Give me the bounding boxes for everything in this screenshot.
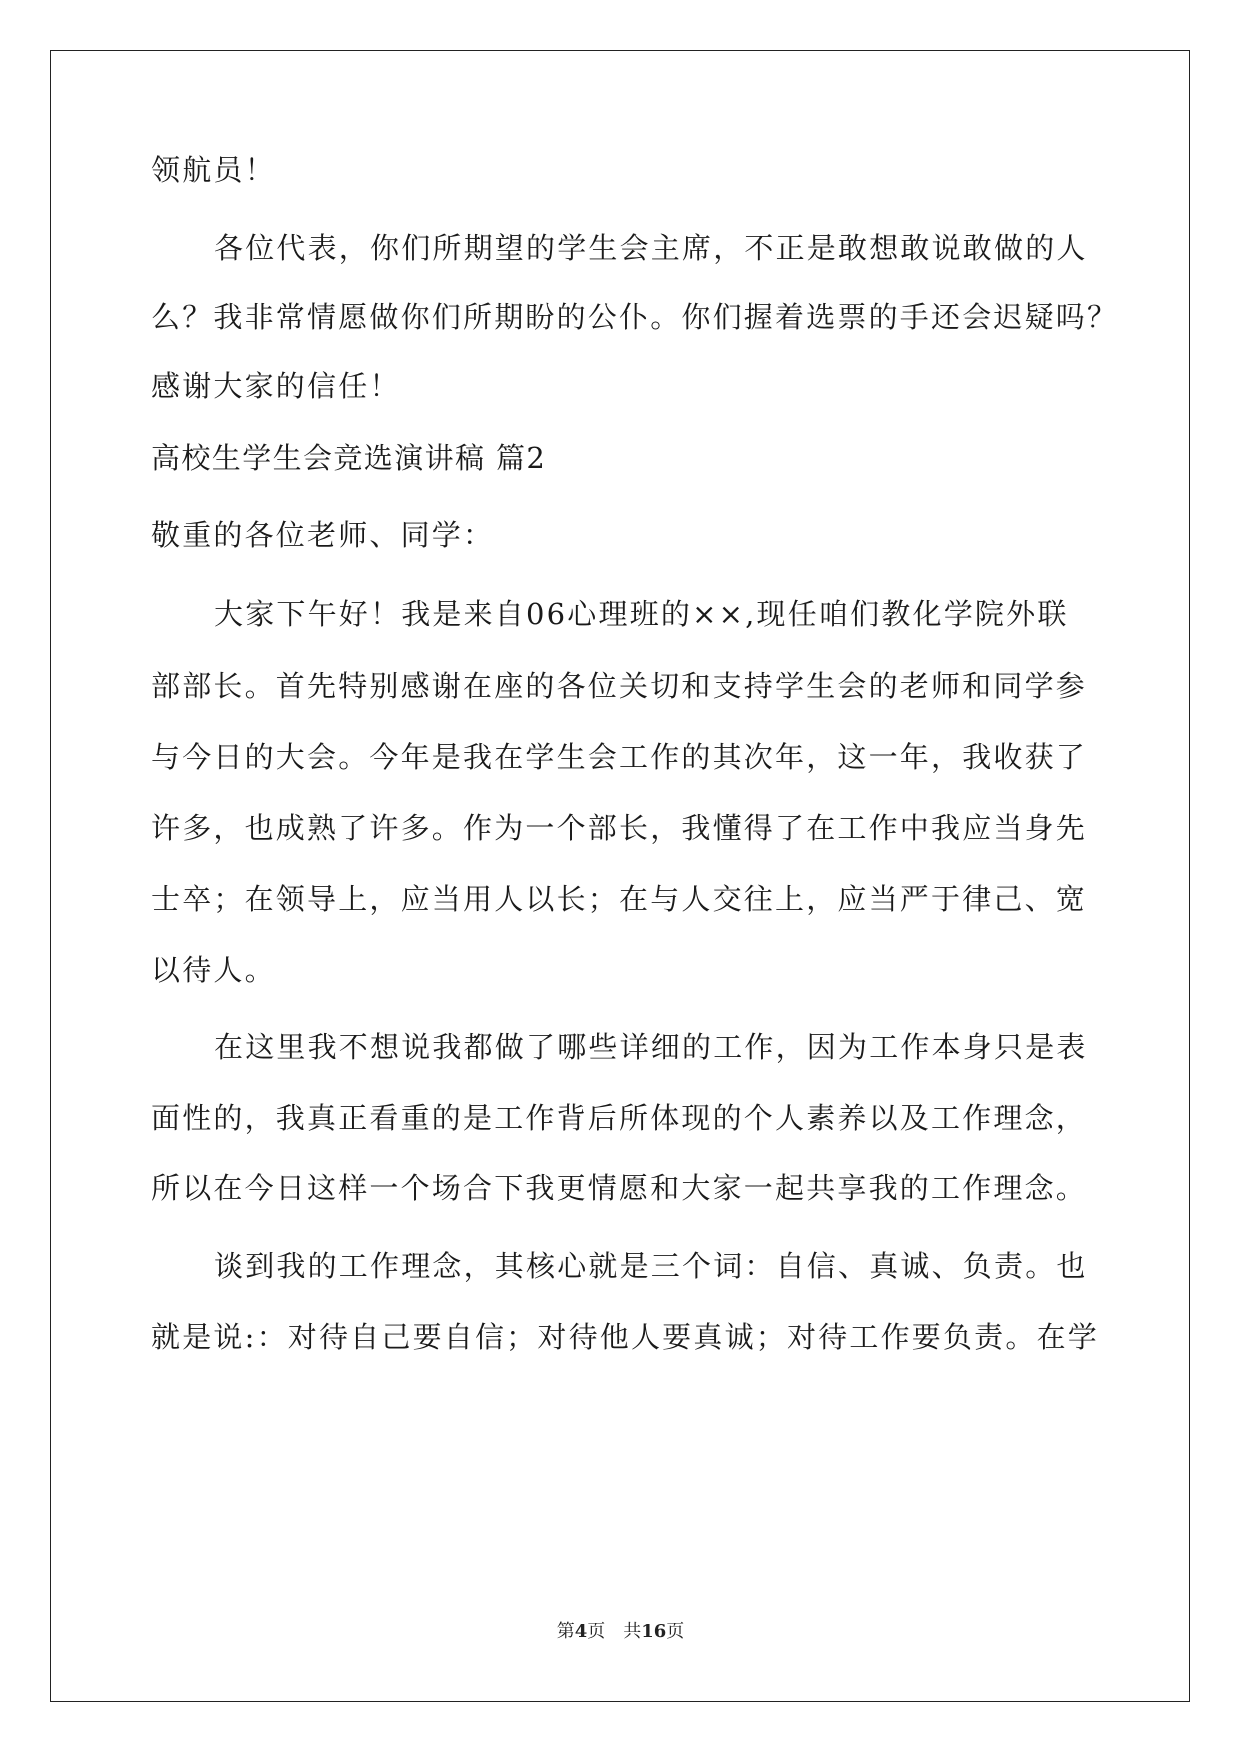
text-line: 领航员！ <box>151 153 276 187</box>
text-line: 在这里我不想说我都做了哪些详细的工作，因为工作本身只是表 <box>214 1030 1088 1064</box>
page-number: 4 <box>574 1621 588 1642</box>
text-line: 感谢大家的信任！ <box>151 369 401 403</box>
text-line: 所以在今日这样一个场合下我更情愿和大家一起共享我的工作理念。 <box>151 1171 1088 1205</box>
total-pages: 16 <box>641 1621 667 1642</box>
text-line: 以待人。 <box>151 953 276 987</box>
text-line: 部部长。首先特别感谢在座的各位关切和支持学生会的老师和同学参 <box>151 669 1088 703</box>
salutation: 敬重的各位老师、同学： <box>151 518 495 552</box>
text-line: 面性的，我真正看重的是工作背后所体现的个人素养以及工作理念， <box>151 1101 1088 1135</box>
text-line: 许多，也成熟了许多。作为一个部长，我懂得了在工作中我应当身先 <box>151 811 1088 845</box>
text-line: 么？我非常情愿做你们所期盼的公仆。你们握着选票的手还会迟疑吗？ <box>151 300 1119 334</box>
page-footer <box>0 1620 1241 1644</box>
text-line: 各位代表，你们所期望的学生会主席，不正是敢想敢说敢做的人 <box>214 231 1088 265</box>
text-line: 士卒；在领导上，应当用人以长；在与人交往上，应当严于律己、宽 <box>151 882 1088 916</box>
footer-page-suffix: 页 <box>587 1621 606 1642</box>
footer-total-suffix: 页 <box>666 1621 685 1642</box>
text-line: 就是说:：对待自己要自信；对待他人要真诚；对待工作要负责。在学 <box>151 1320 1099 1354</box>
section-heading: 高校生学生会竞选演讲稿 篇2 <box>151 441 547 475</box>
text-line: 与今日的大会。今年是我在学生会工作的其次年，这一年，我收获了 <box>151 740 1088 774</box>
text-line: 大家下午好！我是来自06心理班的××,现任咱们教化学院外联 <box>214 597 1069 631</box>
footer-prefix: 第 <box>556 1621 575 1642</box>
text-line: 谈到我的工作理念，其核心就是三个词：自信、真诚、负责。也 <box>214 1249 1088 1283</box>
footer-total-prefix: 共 <box>623 1621 642 1642</box>
